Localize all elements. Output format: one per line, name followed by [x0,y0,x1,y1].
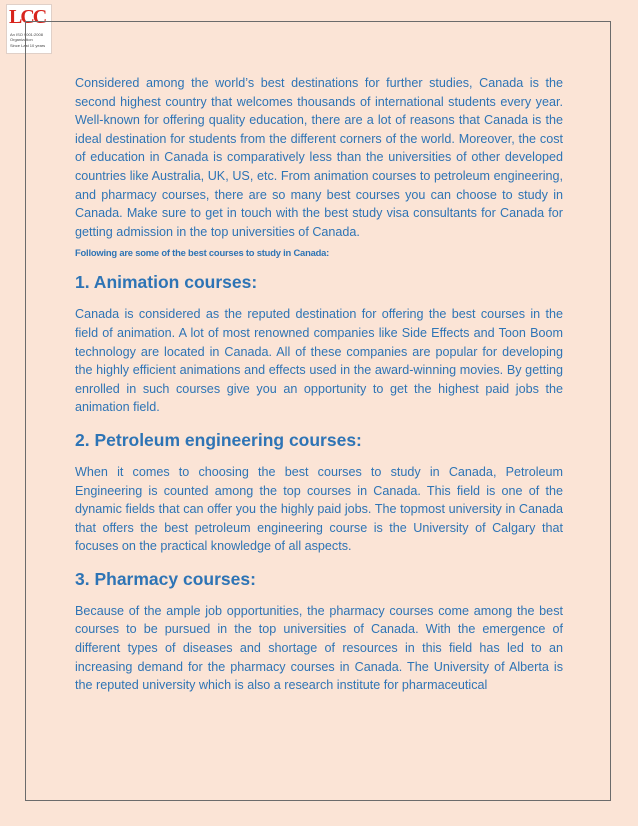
intro-paragraph: Considered among the world’s best destinations for further studies, Canada is the second highest country that welcomes thousands of international students every year. Well-known for offering quality education, there are a lot of reasons that Canada is the ideal destination for students from the different corners of the world. Moreover, the cost of education in Canada is comparatively less than the universities of other developed countries like Australia, UK, US, etc. From animation courses to petroleum engineering, and pharmacy courses, there are so many best courses you can choose to study in Canada. Make sure to get in touch with the best study visa consultants for Canada for getting admission in the top universities of Canada. [75,76,563,239]
section-heading-animation: 1. Animation courses: [75,272,258,293]
section-heading-petroleum: 2. Petroleum engineering courses: [75,429,362,450]
section-body-pharmacy: Because of the ample job opportunities, the pharmacy courses come among the best courses to be pursued in the top universities of Canada. With the emergence of different types of diseases and shortage of resources in this field has led to an increasing demand for the pharmacy courses in Canada. The University of Alberta is the reputed university which is also a research institute for pharmaceutical [75,603,563,693]
section-heading-pharmacy: 3. Pharmacy courses: [75,568,256,589]
logo-line-3: Since Last 10 years [10,43,46,48]
logo-line-2: Organization [10,37,33,42]
section-body-petroleum: When it comes to choosing the best courses to study in Canada, Petroleum Engineering is counted among the top courses in Canada. This field is one of the dynamic fields that can offer you the highly paid jobs. The topmost university in Canada that offers the best petroleum engineering course is the University of Calgary that focuses on the practical knowledge of all aspects. [75,464,563,554]
logo-mark: LCC [9,6,46,28]
courses-lead: Following are some of the best courses to study in Canada: [75,247,330,259]
document-body [75,74,563,695]
logo-line-1: An ISO 9001:2008 [10,32,43,37]
section-body-animation: Canada is considered as the reputed destination for offering the best courses in the field of animation. A lot of most renowned companies like Side Effects and Toon Boom technology are located in Canada. All of these companies are popular for developing the highly efficient animations and effects used in the award-winning movies. By getting enrolled in such courses give you an opportunity to get the highest paid jobs the animation field. [75,307,563,415]
